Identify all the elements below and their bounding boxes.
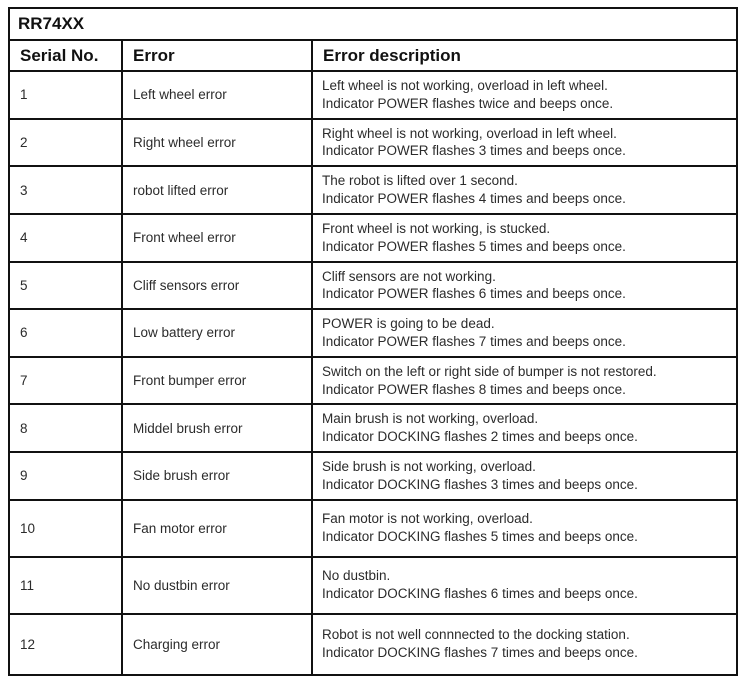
- description-line: Indicator DOCKING flashes 3 times and beeps once.: [322, 476, 638, 492]
- description-line: Indicator POWER flashes 4 times and beeps once.: [322, 191, 626, 207]
- description-cell: [312, 119, 737, 167]
- error-cell: Middel brush error: [122, 404, 312, 452]
- serial-cell: 6: [9, 309, 122, 357]
- table-row: [9, 166, 737, 214]
- error-cell: robot lifted error: [122, 166, 312, 214]
- table-row: [9, 262, 737, 310]
- error-cell: Right wheel error: [122, 119, 312, 167]
- description-line: Right wheel is not working, overload in left wheel.: [322, 125, 617, 141]
- serial-cell: 5: [9, 262, 122, 310]
- description-line: Fan motor is not working, overload.: [322, 511, 533, 527]
- description-line: Indicator DOCKING flashes 2 times and beeps once.: [322, 429, 638, 445]
- serial-cell: 8: [9, 404, 122, 452]
- description-line: POWER is going to be dead.: [322, 316, 495, 332]
- description-cell: [312, 309, 737, 357]
- table-row: [9, 71, 737, 119]
- serial-cell: 7: [9, 357, 122, 405]
- table-row: [9, 500, 737, 557]
- description-line: Main brush is not working, overload.: [322, 411, 539, 427]
- table-row: [9, 119, 737, 167]
- serial-cell: 12: [9, 614, 122, 675]
- table-header-row: [9, 40, 737, 71]
- description-line: Side brush is not working, overload.: [322, 459, 536, 474]
- description-line: Indicator DOCKING flashes 6 times and beeps once.: [322, 586, 638, 602]
- table-row: [9, 309, 737, 357]
- description-cell: [312, 262, 737, 310]
- error-cell: Front bumper error: [122, 357, 312, 405]
- serial-cell: 3: [9, 166, 122, 214]
- description-line: No dustbin.: [322, 568, 391, 584]
- serial-cell: 2: [9, 119, 122, 167]
- column-header-error: Error: [122, 40, 312, 71]
- description-line: Indicator DOCKING flashes 7 times and beeps once.: [322, 645, 638, 661]
- description-cell: [312, 214, 737, 262]
- error-cell: Charging error: [122, 614, 312, 675]
- serial-cell: 1: [9, 71, 122, 119]
- column-header-serial: Serial No.: [9, 40, 122, 71]
- serial-cell: 4: [9, 214, 122, 262]
- table-title: RR74XX: [9, 8, 737, 40]
- error-cell: Front wheel error: [122, 214, 312, 262]
- description-cell: [312, 71, 737, 119]
- table-row: [9, 214, 737, 262]
- error-cell: Low battery error: [122, 309, 312, 357]
- description-line: Switch on the left or right side of bumper is not restored.: [322, 363, 657, 379]
- description-cell: [312, 614, 737, 675]
- description-cell: [312, 357, 737, 405]
- table-title-row: [9, 8, 737, 40]
- description-line: Robot is not well connnected to the docking station.: [322, 627, 630, 643]
- description-cell: [312, 404, 737, 452]
- description-line: Indicator DOCKING flashes 5 times and beeps once.: [322, 529, 638, 545]
- description-line: Indicator POWER flashes twice and beeps once.: [322, 95, 614, 111]
- description-cell: [312, 452, 737, 500]
- description-line: Cliff sensors are not working.: [322, 268, 496, 284]
- description-line: Front wheel is not working, is stucked.: [322, 220, 551, 236]
- table-row: [9, 557, 737, 614]
- description-line: The robot is lifted over 1 second.: [322, 173, 518, 189]
- description-cell: [312, 500, 737, 557]
- description-line: Indicator POWER flashes 8 times and beeps once.: [322, 381, 626, 397]
- description-line: Indicator POWER flashes 3 times and beeps once.: [322, 143, 626, 159]
- table-row: [9, 452, 737, 500]
- table-row: [9, 404, 737, 452]
- description-cell: [312, 557, 737, 614]
- error-table-body: [9, 71, 737, 675]
- error-cell: Cliff sensors error: [122, 262, 312, 310]
- error-cell: Side brush error: [122, 452, 312, 500]
- serial-cell: 9: [9, 452, 122, 500]
- description-line: Indicator POWER flashes 5 times and beeps once.: [322, 238, 626, 254]
- table-row: [9, 614, 737, 675]
- error-cell: Fan motor error: [122, 500, 312, 557]
- table-row: [9, 357, 737, 405]
- column-header-description: Error description: [312, 40, 737, 71]
- description-line: Indicator POWER flashes 7 times and beeps once.: [322, 333, 626, 349]
- error-cell: Left wheel error: [122, 71, 312, 119]
- description-line: Indicator POWER flashes 6 times and beeps once.: [322, 286, 626, 302]
- description-line: Left wheel is not working, overload in left wheel.: [322, 78, 608, 93]
- error-code-table: [8, 7, 738, 676]
- description-cell: [312, 166, 737, 214]
- error-cell: No dustbin error: [122, 557, 312, 614]
- serial-cell: 11: [9, 557, 122, 614]
- serial-cell: 10: [9, 500, 122, 557]
